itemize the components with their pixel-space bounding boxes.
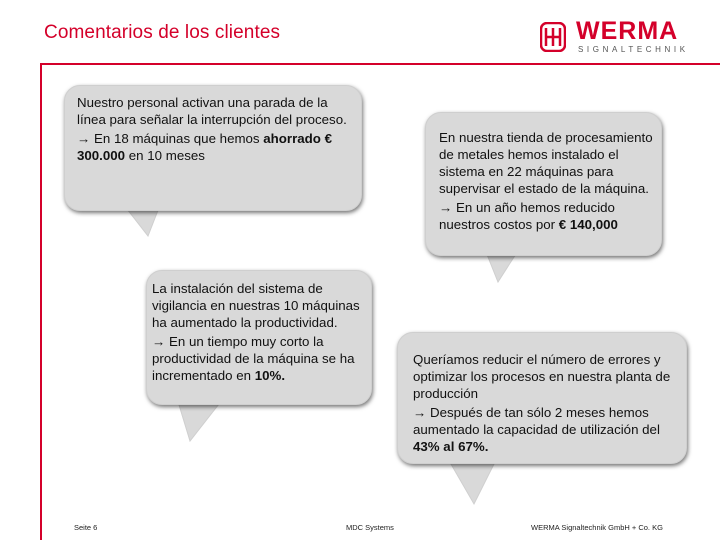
header-rule xyxy=(40,63,720,65)
callout-result-1 xyxy=(77,130,357,164)
slide-title: Comentarios de los clientes xyxy=(44,22,281,43)
result-text-end: en 10 meses xyxy=(125,148,205,163)
callout-body-2: En nuestra tienda de procesamiento de metales hemos instalado el sistema en 22 máquinas para supervisar el estado de la máquina. xyxy=(439,130,653,196)
werma-logo-mark-icon xyxy=(540,22,566,52)
arrow-icon: → xyxy=(439,200,453,215)
werma-logo xyxy=(540,17,706,56)
callout-text-1 xyxy=(77,94,357,164)
result-text: En un año hemos reducido nuestros costos por xyxy=(439,200,615,232)
arrow-icon: → xyxy=(77,131,91,146)
footer-page-number: Seite 6 xyxy=(74,523,98,532)
footer-center: MDC Systems xyxy=(346,523,394,532)
callout-body-1: Nuestro personal activan una parada de la línea para señalar la interrupción del proceso. xyxy=(77,95,347,127)
logo-brand-text: WERMA xyxy=(576,17,679,45)
result-highlight: 43% al 67%. xyxy=(413,439,489,454)
callout-text-2 xyxy=(439,129,661,233)
arrow-icon: → xyxy=(152,334,166,349)
arrow-icon: → xyxy=(413,405,427,420)
callout-result-2 xyxy=(439,199,661,233)
callout-body-4: Queríamos reducir el número de errores y optimizar los procesos en nuestra planta de producción xyxy=(413,352,671,401)
result-highlight: 10%. xyxy=(254,368,286,383)
callout-result-4 xyxy=(413,404,683,455)
result-text: En 18 máquinas que hemos xyxy=(94,131,264,146)
result-text: Después de tan sólo 2 meses hemos aumentado la capacidad de utilización del xyxy=(413,405,660,437)
result-highlight: € 140,000 xyxy=(558,217,618,232)
callout-text-4 xyxy=(413,351,683,455)
callout-result-3 xyxy=(152,333,368,384)
footer-company: WERMA Signaltechnik GmbH + Co. KG xyxy=(531,523,663,532)
logo-sub-text: SIGNALTECHNIK xyxy=(578,45,689,54)
result-text: En un tiempo muy corto la productividad de la máquina se ha incrementado en xyxy=(152,334,355,383)
left-rule xyxy=(40,63,42,540)
callout-text-3 xyxy=(152,280,368,384)
callout-body-3: La instalación del sistema de vigilancia en nuestras 10 máquinas ha aumentado la productividad. xyxy=(152,281,360,330)
result-highlight: ahorrado € 300.000 xyxy=(77,131,332,163)
